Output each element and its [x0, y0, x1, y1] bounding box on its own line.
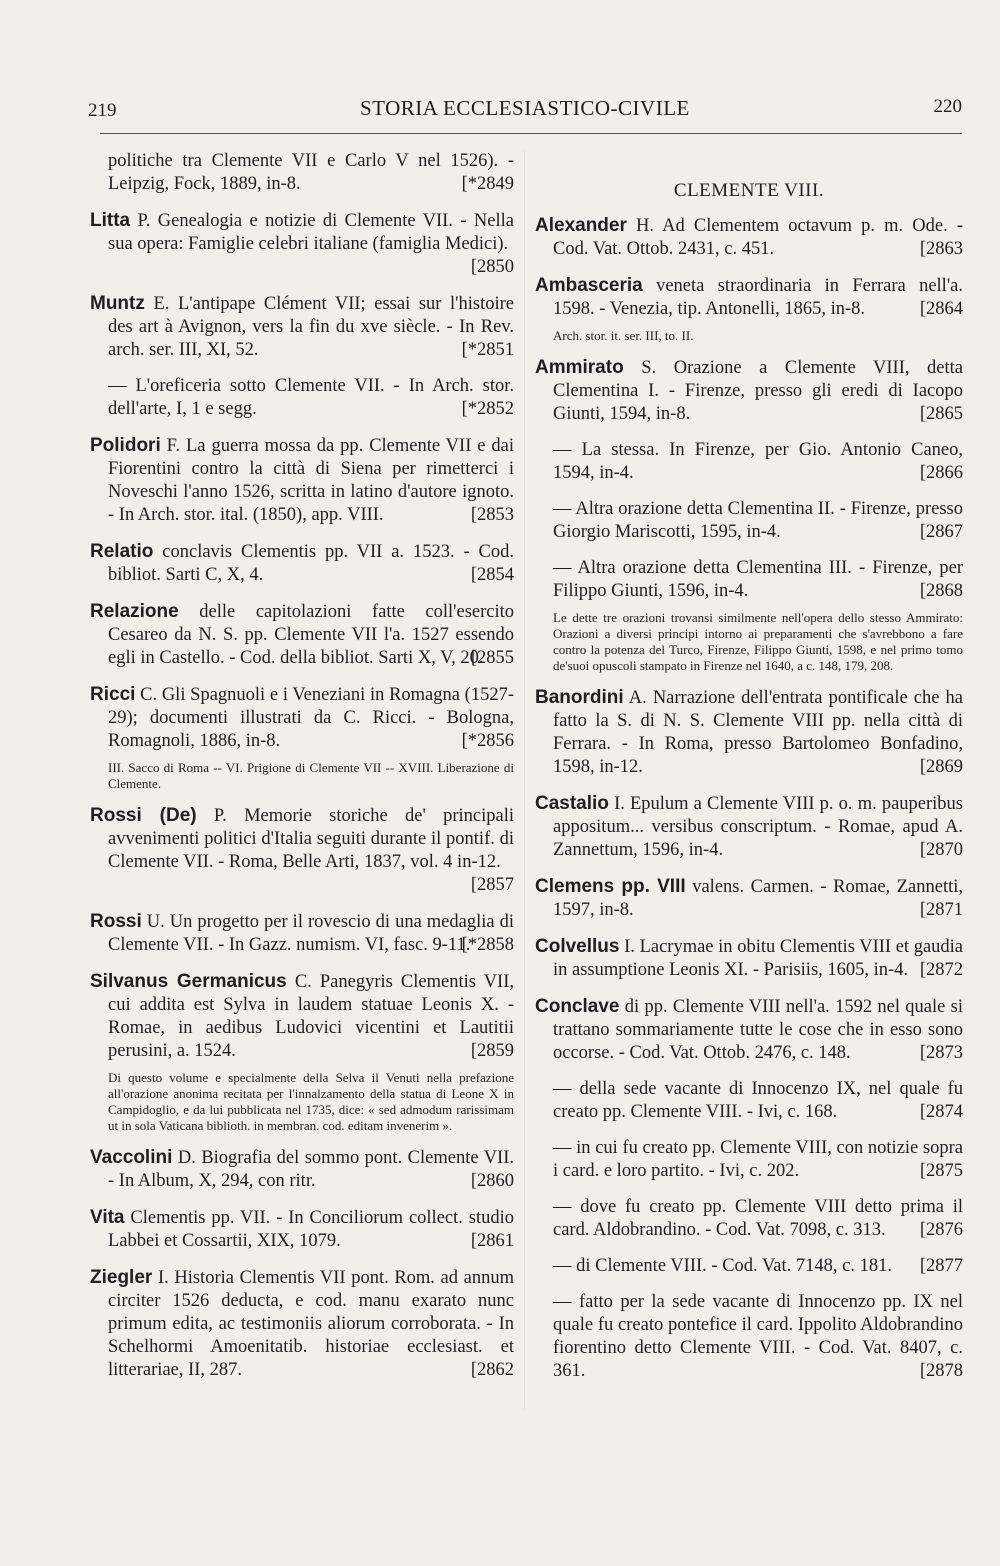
entry-author: Vita: [90, 1207, 125, 1228]
bibliography-entry: [90, 683, 514, 753]
entry-number: [2869: [919, 757, 963, 777]
entry-text: I. Lacrymae in obitu Clementis VIII et gaudia in assumptione Leonis XI. - Parisiis, 1605, in-4.: [553, 937, 964, 980]
entry-number: [2878: [919, 1361, 963, 1381]
bibliography-entry: [535, 995, 963, 1065]
bibliography-entry: [535, 498, 963, 544]
entry-author: Colvellus: [535, 936, 620, 957]
bibliography-entry: [90, 804, 514, 897]
entry-author: Ambasceria: [535, 275, 643, 296]
entry-author: Litta: [90, 210, 131, 231]
entry-text: delle capitolazioni fatte coll'esercito Cesareo da N. S. pp. Clemente VII l'a. 1527 essendo egli in Castello. - Cod. della bibliot. Sarti X, V, 20.: [108, 602, 514, 668]
bibliography-entry: [90, 970, 514, 1063]
bibliography-entry: [535, 1196, 963, 1242]
bibliography-entry: [90, 209, 514, 279]
entry-number: [*2856: [461, 731, 514, 751]
entry-text: veneta straordinaria in Ferrara nell'a. 1598. - Venezia, tip. Antonelli, 1865, in-8.: [553, 276, 963, 319]
entry-number: [2854: [470, 565, 514, 585]
entry-number: [2877: [919, 1256, 963, 1276]
entry-number: [2876: [919, 1220, 963, 1240]
entry-author: Alexander: [535, 215, 627, 236]
column-gutter: [524, 150, 525, 1410]
entry-note: Le dette tre orazioni trovansi similmente nell'opera dello stesso Ammirato: Orazioni a diversi principi intorno ai preparamenti che s'avrebbono a fare contro la potenza del Turco, Firenze, Filippo Giunti, 1598, e nel primo tomo de'suoi opuscoli stampato in Firenze nel 1640, a c. 148, 179, 208.: [553, 610, 963, 673]
bibliography-entry: [90, 1146, 514, 1193]
entry-number: [2875: [919, 1161, 963, 1181]
bibliography-entry: [535, 875, 963, 922]
entry-author: Rossi: [90, 911, 142, 932]
entry-number: [2861: [470, 1231, 514, 1251]
entry-number: [2853: [470, 505, 514, 525]
bibliography-entry: [90, 600, 514, 670]
entry-text: valens. Carmen. - Romae, Zannetti, 1597, in-8.: [553, 877, 964, 920]
entry-author: Relatio: [90, 541, 154, 562]
entry-text: C. Gli Spagnuoli e i Veneziani in Romagna (1527-29); documenti illustrati da C. Ricci. - Bologna, Romagnoli, 1886, in-8.: [108, 685, 515, 751]
entry-number: [2872: [919, 960, 963, 980]
entry-text: conclavis Clementis pp. VII a. 1523. - Cod. bibliot. Sarti C, X, 4.: [108, 542, 514, 585]
entry-text: — Altra orazione detta Clementina II. - Firenze, presso Giorgio Mariscotti, 1595, in-4.: [553, 499, 963, 542]
entry-author: Banordini: [535, 687, 624, 708]
entry-number: [2870: [919, 840, 963, 860]
entry-note: III. Sacco di Roma -- VI. Prigione di Clemente VII -- XVIII. Liberazione di Clemente.: [108, 760, 514, 791]
entry-text: S. Orazione a Clemente VIII, detta Clementina I. - Firenze, presso gli eredi di Iacopo Giunti, 1594, in-8.: [553, 358, 964, 424]
header-rule: [100, 133, 962, 134]
entry-author: Rossi (De): [90, 805, 197, 826]
entry-text: I. Epulum a Clemente VIII p. o. m. pauperibus appositum... versibus conscriptum. - Romae, apud A. Zannettum, 1596, in-4.: [553, 794, 964, 860]
entry-number: [2857: [470, 875, 514, 895]
bibliography-entry: [535, 274, 963, 321]
entry-author: Relazione: [90, 601, 179, 622]
entry-number: [*2849: [461, 174, 514, 194]
entry-author: Muntz: [90, 293, 145, 314]
right-column-entries: [535, 214, 963, 1383]
entry-author: Ziegler: [90, 1267, 153, 1288]
entry-author: Conclave: [535, 996, 620, 1017]
entry-number: [2867: [919, 522, 963, 542]
bibliography-entry: [535, 1078, 963, 1124]
entry-text: H. Ad Clementem octavum p. m. Ode. - Cod. Vat. Ottob. 2431, c. 451.: [553, 216, 964, 259]
bibliography-entry: [535, 439, 963, 485]
page-header: [88, 92, 968, 124]
entry-text: politiche tra Clemente VII e Carlo V nel 1526). - Leipzig, Fock, 1889, in-8.: [108, 151, 514, 194]
running-title: STORIA ECCLESIASTICO-CIVILE: [360, 96, 690, 120]
page-number-right: 220: [933, 96, 962, 117]
entry-text: — della sede vacante di Innocenzo IX, nel quale fu creato pp. Clemente VIII. - Ivi, c. 168.: [553, 1079, 963, 1122]
entry-text: — dove fu creato pp. Clemente VIII detto prima il card. Aldobrandino. - Cod. Vat. 7098, c. 313.: [553, 1197, 963, 1240]
bibliography-entry: [90, 540, 514, 587]
entry-author: Ricci: [90, 684, 136, 705]
entry-text: C. Panegyris Clementis VII, cui addita est Sylva in laudem statuae Leonis X. - Romae, in aedibus Ludovici vicentini et Lautitii perusini, a. 1524.: [108, 972, 515, 1061]
entry-text: P. Memorie storiche de' principali avvenimenti politici d'Italia seguiti durante il pontif. di Clemente VII. - Roma, Belle Arti, 1837, vol. 4 in-12.: [108, 806, 514, 872]
bibliography-entry: [535, 557, 963, 603]
page-number-left: 219: [88, 100, 117, 121]
bibliography-entry: [90, 434, 514, 527]
bibliography-entry: [535, 214, 963, 261]
entry-number: [*2858: [461, 935, 514, 955]
entry-number: [2860: [470, 1171, 514, 1191]
bibliography-entry: [90, 1266, 514, 1382]
entry-note: Arch. stor. it. ser. III, to. II.: [553, 328, 694, 343]
entry-author: Clemens pp. VIII: [535, 876, 686, 897]
entry-number: [*2852: [461, 399, 514, 419]
entry-number: [2863: [919, 239, 963, 259]
entry-text: U. Un progetto per il rovescio di una medaglia di Clemente VII. - In Gazz. numism. VI, fasc. 9-11.: [108, 912, 514, 955]
entry-text: — fatto per la sede vacante di Innocenzo pp. IX nel quale fu creato pontefice il card. Ippolito Aldobrandino fiorentino detto Clemente VIII. - Cod. Vat. 8407, c. 361.: [553, 1292, 963, 1381]
entry-text: — in cui fu creato pp. Clemente VIII, con notizie sopra i card. e loro partito. - Ivi, c. 202.: [553, 1138, 963, 1181]
bibliography-entry: [535, 792, 963, 862]
entry-number: [2864: [919, 299, 963, 319]
entry-text: A. Narrazione dell'entrata pontificale che ha fatto la S. di N. S. Clemente VIII pp. nella città di Ferrara. - In Roma, presso Bartolomeo Bonfadino, 1598, in-12.: [553, 688, 963, 777]
bibliography-entry: [90, 910, 514, 957]
entry-note: Di questo volume e specialmente della Selva il Venuti nella prefazione all'orazione anonima recitata per l'innalzamento della statua di Leone X in Campidoglio, e da lui pubblicata nel 1735, dice: « sed admodum rarissimam ut in sola Vaticana biblioth. in membran. cod. editam invenerim ».: [108, 1070, 514, 1133]
entry-text: — di Clemente VIII. - Cod. Vat. 7148, c. 181.: [553, 1256, 892, 1276]
bibliography-entry: [535, 1255, 963, 1278]
bibliography-entry: [535, 935, 963, 982]
entry-number: [2873: [919, 1043, 963, 1063]
entry-number: [2855: [470, 648, 514, 668]
entry-number: [2871: [919, 900, 963, 920]
entry-text: I. Historia Clementis VII pont. Rom. ad annum circiter 1526 deducta, e cod. manu exarato nunc primum edita, ac testimoniis aliorum corroborata. - In Schelhormi Amoenitatib. historiae ecclesiast. et litterariae, II, 287.: [108, 1268, 514, 1380]
bibliography-entry: [535, 1137, 963, 1183]
entry-text: Clementis pp. VII. - In Conciliorum collect. studio Labbei et Cossartii, XIX, 1079.: [108, 1208, 514, 1251]
bibliography-entry: [90, 292, 514, 362]
entry-text: — La stessa. In Firenze, per Gio. Antonio Caneo, 1594, in-4.: [553, 440, 963, 483]
entry-number: [2868: [919, 581, 963, 601]
entry-text: D. Biografia del sommo pont. Clemente VII. - In Album, X, 294, con ritr.: [108, 1148, 515, 1191]
bibliography-entry: [90, 1206, 514, 1253]
entry-author: Vaccolini: [90, 1147, 173, 1168]
entry-number: [*2851: [461, 340, 514, 360]
entry-text: P. Genealogia e notizie di Clemente VII. - Nella sua opera: Famiglie celebri italiane (famiglia Medici).: [108, 211, 514, 254]
entry-number: [2874: [919, 1102, 963, 1122]
entry-author: Ammirato: [535, 357, 624, 378]
right-column: [535, 150, 963, 1396]
entry-author: Polidori: [90, 435, 161, 456]
bibliography-entry: [90, 150, 514, 196]
bibliography-entry: [535, 686, 963, 779]
entry-author: Silvanus Germanicus: [90, 971, 287, 992]
entry-text: E. L'antipape Clément VII; essai sur l'histoire des art à Avignon, vers la fin du xve siècle. - In Rev. arch. ser. III, XI, 52.: [108, 294, 515, 360]
entry-number: [2865: [919, 404, 963, 424]
bibliography-entry: [535, 356, 963, 426]
entry-text: di pp. Clemente VIII nell'a. 1592 nel quale si trattano sommariamente tutte le cose che in esso sono occorse. - Cod. Vat. Ottob. 2476, c. 148.: [553, 997, 963, 1063]
section-title: CLEMENTE VIII.: [673, 180, 825, 201]
entry-text: — L'oreficeria sotto Clemente VII. - In Arch. stor. dell'arte, I, 1 e segg.: [108, 376, 514, 419]
entry-number: [2859: [470, 1041, 514, 1061]
entry-number: [2866: [919, 463, 963, 483]
entry-text: F. La guerra mossa da pp. Clemente VII e dai Fiorentini contro la città di Siena per rimetterci i Noveschi l'anno 1526, scritta in latino d'autore ignoto. - In Arch. stor. ital. (1850), app. VIII.: [108, 436, 515, 525]
entry-text: — Altra orazione detta Clementina III. - Firenze, per Filippo Giunti, 1596, in-4.: [553, 558, 963, 601]
entry-number: [2862: [470, 1360, 514, 1380]
entry-author: Castalio: [535, 793, 609, 814]
bibliography-entry: [90, 375, 514, 421]
entry-number: [2850: [470, 257, 514, 277]
bibliography-entry: [535, 1291, 963, 1383]
left-column: [90, 150, 514, 1395]
